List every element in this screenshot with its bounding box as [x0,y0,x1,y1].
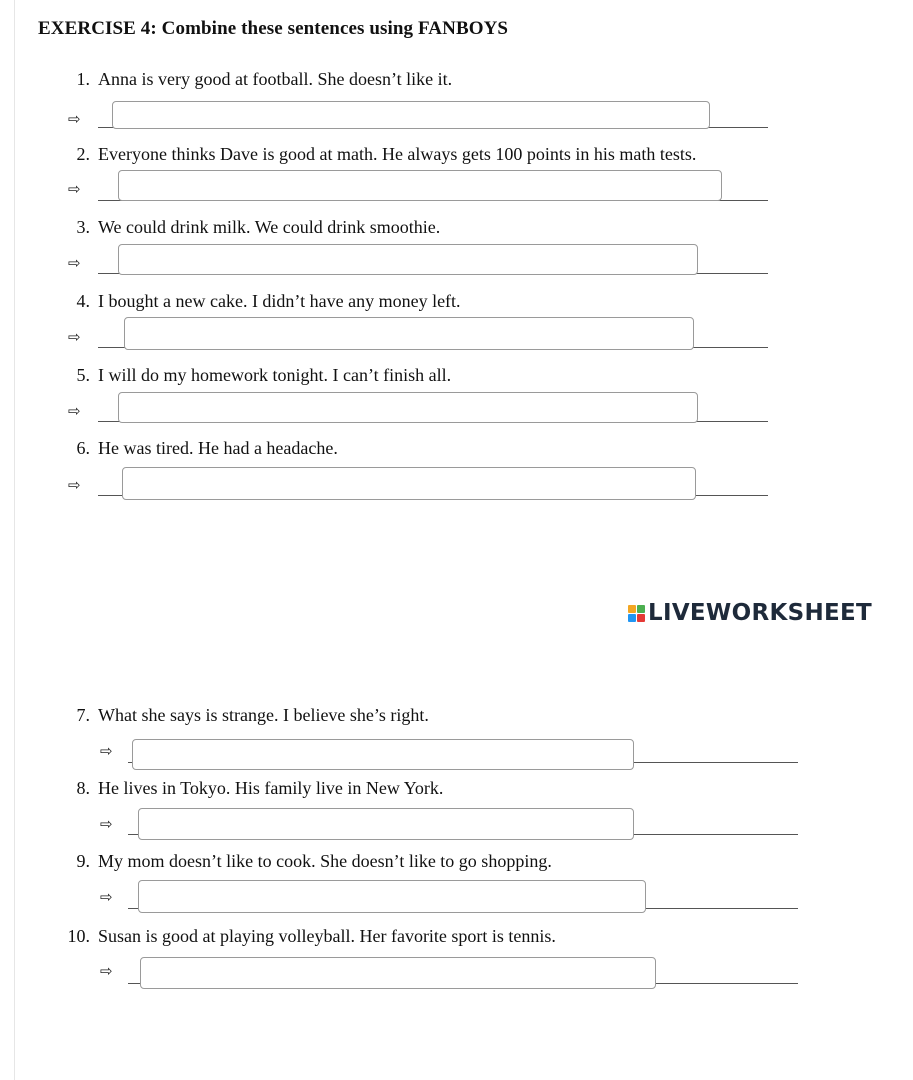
answer-input-10[interactable] [140,957,656,989]
question-number: 10. [67,926,90,946]
question-number: 5. [76,365,90,385]
liveworksheet-logo-text: LIVEWORKSHEET [648,600,873,626]
arrow-icon: ⇨ [100,888,113,906]
question-text: Anna is very good at football. She doesn’t like it. [98,69,453,89]
arrow-icon: ⇨ [100,742,113,760]
question-number: 1. [76,69,90,89]
question-text: What she says is strange. I believe she’s right. [98,705,429,725]
arrow-icon: ⇨ [68,476,81,494]
liveworksheet-logo-icon [628,605,645,622]
question-text: Susan is good at playing volleyball. Her favorite sport is tennis. [98,926,556,946]
question-text: Everyone thinks Dave is good at math. He always gets 100 points in his math tests. [98,144,697,164]
arrow-icon: ⇨ [68,180,81,198]
arrow-icon: ⇨ [100,815,113,833]
answer-input-3[interactable] [118,244,698,275]
answer-input-4[interactable] [124,317,694,350]
question-number: 9. [76,851,90,871]
question-number: 4. [76,291,90,311]
answer-input-7[interactable] [132,739,634,770]
question-number: 7. [76,705,90,725]
answer-input-5[interactable] [118,392,698,423]
arrow-icon: ⇨ [68,254,81,272]
question-text: We could drink milk. We could drink smoothie. [98,217,441,237]
question-text: I bought a new cake. I didn’t have any money left. [98,291,461,311]
answer-input-6[interactable] [122,467,696,500]
arrow-icon: ⇨ [68,402,81,420]
question-number: 3. [76,217,90,237]
arrow-icon: ⇨ [100,962,113,980]
page-edge [14,0,15,1080]
liveworksheet-logo [628,600,872,626]
question-number: 6. [76,438,90,458]
arrow-icon: ⇨ [68,328,81,346]
answer-input-8[interactable] [138,808,634,840]
question-number: 8. [76,778,90,798]
arrow-icon: ⇨ [68,110,81,128]
question-text: My mom doesn’t like to cook. She doesn’t like to go shopping. [98,851,552,871]
answer-input-9[interactable] [138,880,646,913]
question-text: He was tired. He had a headache. [98,438,338,458]
question-text: He lives in Tokyo. His family live in New York. [98,778,444,798]
answer-input-2[interactable] [118,170,722,201]
exercise-title: EXERCISE 4: Combine these sentences using FANBOYS [38,18,509,39]
question-number: 2. [76,144,90,164]
answer-input-1[interactable] [112,101,710,129]
question-text: I will do my homework tonight. I can’t finish all. [98,365,452,385]
